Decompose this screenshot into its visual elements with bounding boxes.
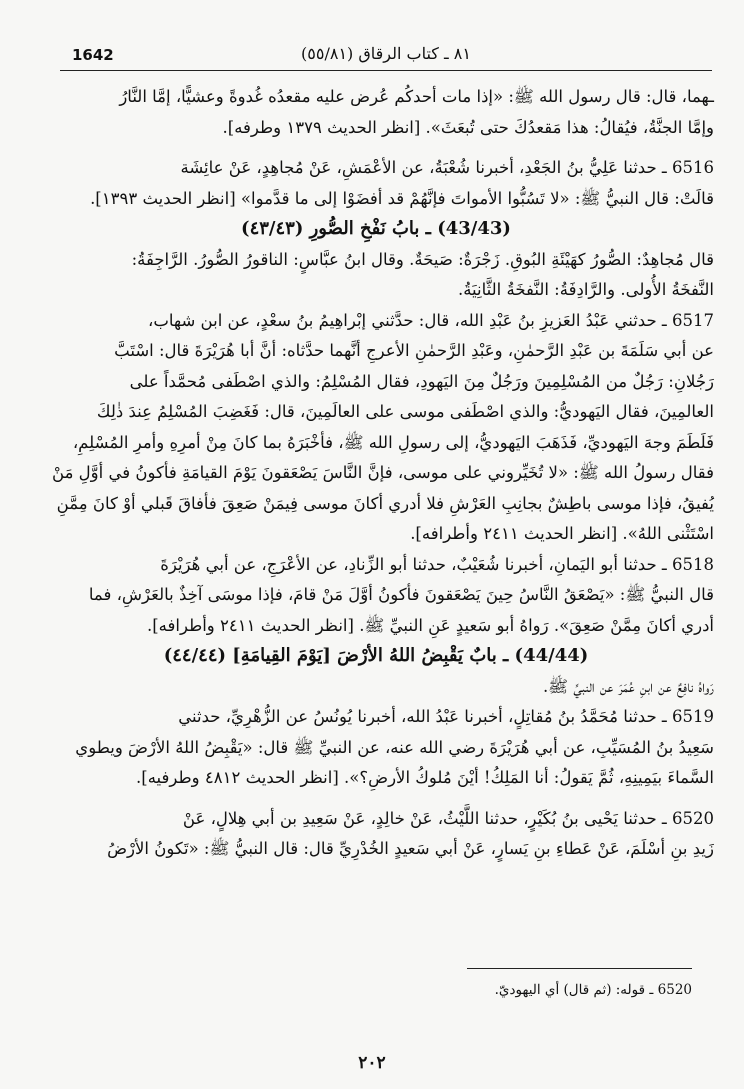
chapter-heading-44: (44/44) ـ بابٌ يَقْبِضُ اللهُ الأرْضَ [يَوْمَ القِيامَةِ] (٤٤/٤٤) (163, 645, 589, 666)
footnote: 6520 ـ قوله: (ثم قال) أي اليهوديّ. (494, 982, 692, 998)
page-header (60, 42, 712, 71)
bottom-page-number: ٢٠٢ (358, 1053, 386, 1073)
footnote-divider (467, 968, 692, 969)
page-number: 1642 (72, 46, 114, 64)
text-line: العالمِينَ، فقال اليَهوديُّ: والذي اصْطَفى موسى على العالَمِينَ، قال: فَغَضِبَ المُسْلِمُ عِندَ ذٰلِكَ (96, 402, 714, 421)
main-text (38, 82, 714, 865)
hadith-6516-line: 6516 ـ حدثنا عَلِيُّ بنُ الجَعْدِ، أخبرنا شُعْبَةُ، عن الأعْمَشِ، عَنْ مُجاهِدٍ، عَنْ عائِشَة (180, 158, 714, 177)
text-line: رَجُلانِ: رَجُلٌ من المُسْلِمِينَ ورَجُلٌ مِنَ اليَهودِ، فقال المُسْلِمُ: والذي اصْطَفى مُحمَّداً على (129, 371, 714, 391)
text-line: قال مُجاهِدٌ: الصُّورُ كهَيْئَةِ البُوقِ. زَجْرَةٌ: صَيحَةٌ. وقال ابنُ عبَّاسٍ: الناقورُ الصُّورُ. الرَّاجِفَةُ: (131, 249, 714, 269)
text-line: وإمَّا الجنَّةُ، فيُقالُ: هذا مَقعدُكَ حتى تُبعَثَ». [انظر الحديث ١٣٧٩ وطرفه]. (222, 117, 714, 137)
hadith-6518-line: 6518 ـ حدثنا أبو اليَمانِ، أخبرنا شُعَيْبٌ، حدثنا أبو الزِّنادِ، عن الأعْرَجِ، عن أبي هُرَيْرَةَ (160, 554, 714, 574)
running-title: ٨١ ـ كتاب الرقاق (٥٥/٨١) (301, 44, 471, 63)
text-line: فَلَطَمَ وجهَ اليَهوديِّ، فَذَهَبَ اليَهوديُّ، إلى رسولِ الله ﷺ، فأخْبَرَهُ بما كانَ مِنْ أمرِهِ وأمرِ المُسْلِمِ، (72, 432, 714, 452)
text-line: قال النبيُّ ﷺ: «يَصْعَقُ النَّاسُ حِينَ يَصْعَقونَ فأكونُ أوَّلَ مَنْ قامَ، فإذا موسَى آخِذٌ بالعَرْشِ، فما (88, 585, 714, 604)
hadith-6519-line: 6519 ـ حدثنا مُحَمَّدُ بنُ مُقاتِلٍ، أخبرنا عَبْدُ الله، أخبرنا يُونُسُ عن الزُّهْرِيِّ، حدثني (178, 707, 714, 726)
hadith-6520-line: 6520 ـ حدثنا يَحْيى بنُ بُكَيْرٍ، حدثنا اللَّيْثُ، عَنْ خالِدٍ، عَنْ سَعِيدِ بن أبي هِلالٍ، عَنْ (182, 808, 714, 828)
text-line: أدري أكانَ مِمَّنْ صَعِقَ». رَواهُ أبو سَعيدٍ عَنِ النبيِّ ﷺ. [انظر الحديث ٢٤١١ وأطرافه]. (146, 615, 714, 635)
text-line: قالَتْ: قال النبيُّ ﷺ: «لا تَسُبُّوا الأمواتَ فإنَّهُمْ قد أفضَوْا إلى ما قدَّموا» [انظر الحديث ١٣٩٣]. (90, 188, 714, 208)
chapter-heading-43: (43/43) ـ بابُ نَفْخِ الصُّورِ (٤٣/٤٣) (241, 218, 511, 239)
text-line: زَيدِ بنِ أسْلَمَ، عَنْ عَطاءِ بنِ يَسارٍ، عَنْ أبي سَعيدٍ الخُدْرِيِّ قال: قال النبيُّ ﷺ: «تَكونُ الأرْضُ (107, 839, 714, 858)
text-line: يُفيقُ، فإذا موسى باطِشٌ بجانِبِ العَرْشِ فلا أدري أكانَ موسى فِيمَنْ صَعِقَ فأفاقَ قَبلي أوْ كانَ مِمَّنِ (56, 493, 714, 513)
text-line: رَواهُ نافِعٌ عن ابنِ عُمَرَ عن النبيِّ ﷺ. (542, 676, 714, 696)
text-line: النَّفخَةُ الأُولى. والرَّادِفَةُ: النَّفخَةُ الثَّانِيَةُ. (457, 280, 714, 299)
text-line: سَعِيدُ بنُ المُسَيِّبِ، عن أبي هُرَيْرَةَ رضي الله عنه، عن النبيِّ ﷺ قال: «يَقْبِضُ اللهُ الأرْضَ ويطوي (75, 737, 714, 757)
text-line: السَّماءَ بيَمِينِهِ، ثُمَّ يَقولُ: أنا المَلِكُ! أيْنَ مُلوكُ الأرضِ؟». [انظر الحديث ٤٨١٢ وطرفيه]. (136, 768, 714, 787)
text-line: اسْتَثْنى اللهُ». [انظر الحديث ٢٤١١ وأطرافه]. (410, 524, 714, 543)
hadith-6517-line: 6517 ـ حدثني عَبْدُ العَزيزِ بنُ عَبْدِ الله، قال: حدَّثني إبْراهِيمُ بنُ سعْدٍ، عن ابن شهاب، (148, 310, 714, 330)
text-line: عن أبي سَلَمَةَ بن عَبْدِ الرَّحمٰنِ، وعَبْدِ الرَّحمٰنِ الأعرجِ أنَّهما حدَّثاه: أنَّ أبا هُرَيْرَةَ قال: اسْتَبَّ (114, 341, 714, 360)
text-line: فقال رسولُ الله ﷺ: «لا تُخَيِّروني على موسى، فإنَّ النَّاسَ يَصْعَقونَ يَوْمَ القيامَةِ فأكونُ في أوَّلِ مَنْ (52, 463, 714, 482)
text-line: ـهما، قال: قال رسول الله ﷺ: «إذا مات أحدكُم عُرض عليه مقعدُه غُدوةً وعشيًّا، إمَّا النَّارُ (119, 87, 714, 106)
